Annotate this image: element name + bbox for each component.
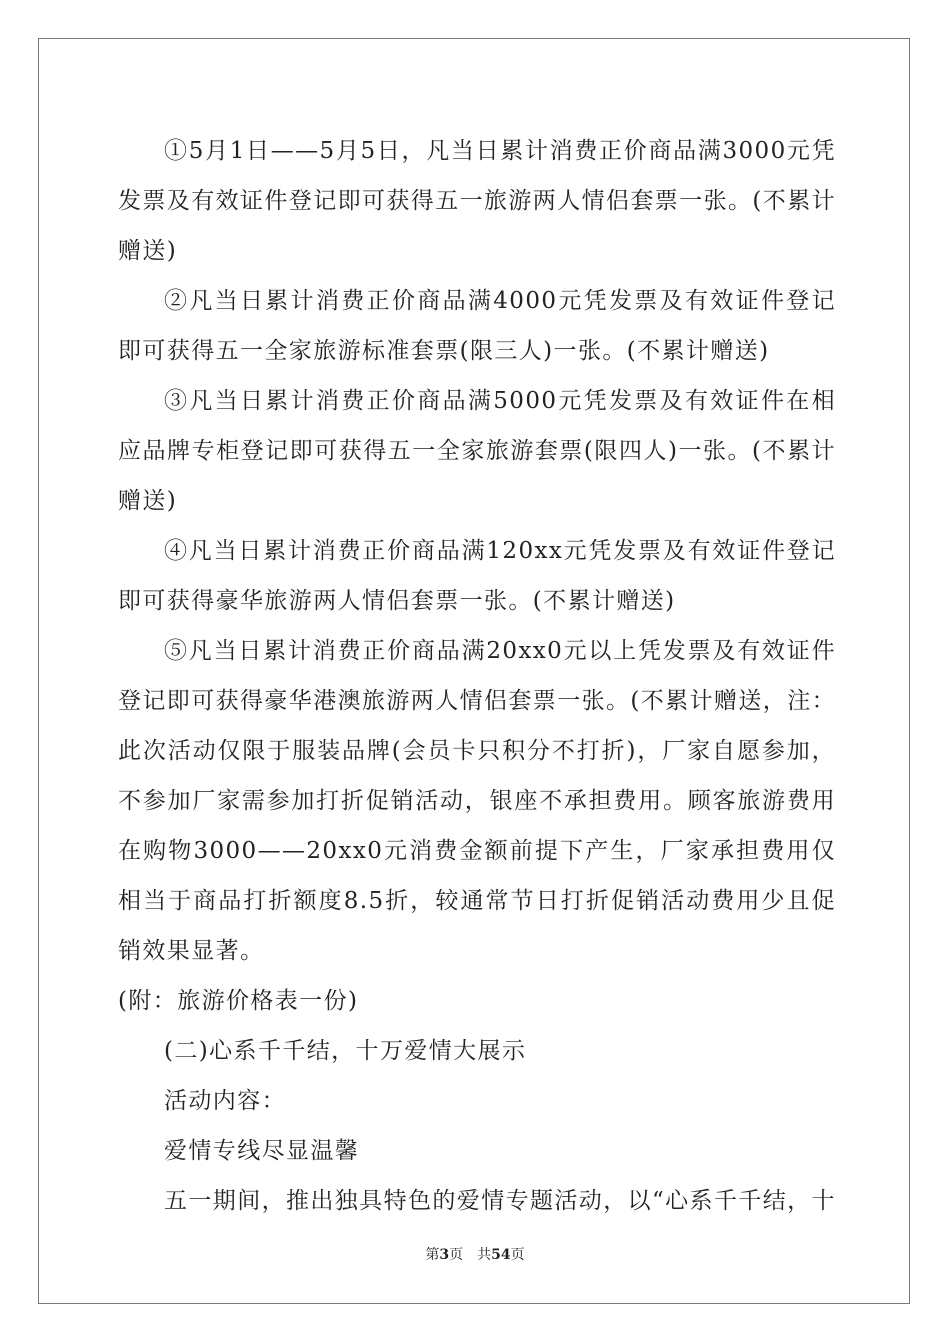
- page-label-suffix: 页: [449, 1247, 464, 1263]
- activity-content-label: 活动内容：: [164, 1088, 286, 1114]
- page-label-prefix: 第: [425, 1247, 440, 1263]
- current-page-number: 3: [439, 1247, 450, 1263]
- paragraph-offer-1: ①5月1日——5月5日，凡当日累计消费正价商品满3000元凭发票及有效证件登记即可获得五一旅游两人情侣套票一张。(不累计赠送): [118, 138, 836, 264]
- total-page-count: 54: [491, 1247, 511, 1263]
- paragraph-attachment-note: (附：旅游价格表一份): [118, 988, 359, 1014]
- section-heading: (二)心系千千结，十万爱情大展示: [164, 1038, 527, 1064]
- paragraph-offer-2: ②凡当日累计消费正价商品满4000元凭发票及有效证件登记即可获得五一全家旅游标准套票(限三人)一张。(不累计赠送): [118, 288, 836, 364]
- paragraph-offer-5: ⑤凡当日累计消费正价商品满20xx0元以上凭发票及有效证件登记即可获得豪华港澳旅游两人情侣套票一张。(不累计赠送，注：此次活动仅限于服装品牌(会员卡只积分不打折)，厂家自愿参加，不参加厂家需参加打折促销活动，银座不承担费用。顾客旅游费用在购物3000——20xx0元消费金额前提下产生，厂家承担费用仅相当于商品打折额度8.5折，较通常节日打折促销活动费用少且促销效果显著。: [118, 638, 836, 964]
- document-body: [118, 126, 836, 1226]
- page-footer: [0, 1244, 950, 1264]
- activity-subtitle: 爱情专线尽显温馨: [164, 1138, 360, 1164]
- total-label-suffix: 页: [510, 1247, 525, 1263]
- paragraph-activity-intro: 五一期间，推出独具特色的爱情专题活动，以“心系千千结，十: [164, 1188, 836, 1214]
- total-label-prefix: 共: [477, 1247, 492, 1263]
- paragraph-offer-4: ④凡当日累计消费正价商品满120xx元凭发票及有效证件登记即可获得豪华旅游两人情侣套票一张。(不累计赠送): [118, 538, 836, 614]
- paragraph-offer-3: ③凡当日累计消费正价商品满5000元凭发票及有效证件在相应品牌专柜登记即可获得五一全家旅游套票(限四人)一张。(不累计赠送): [118, 388, 836, 514]
